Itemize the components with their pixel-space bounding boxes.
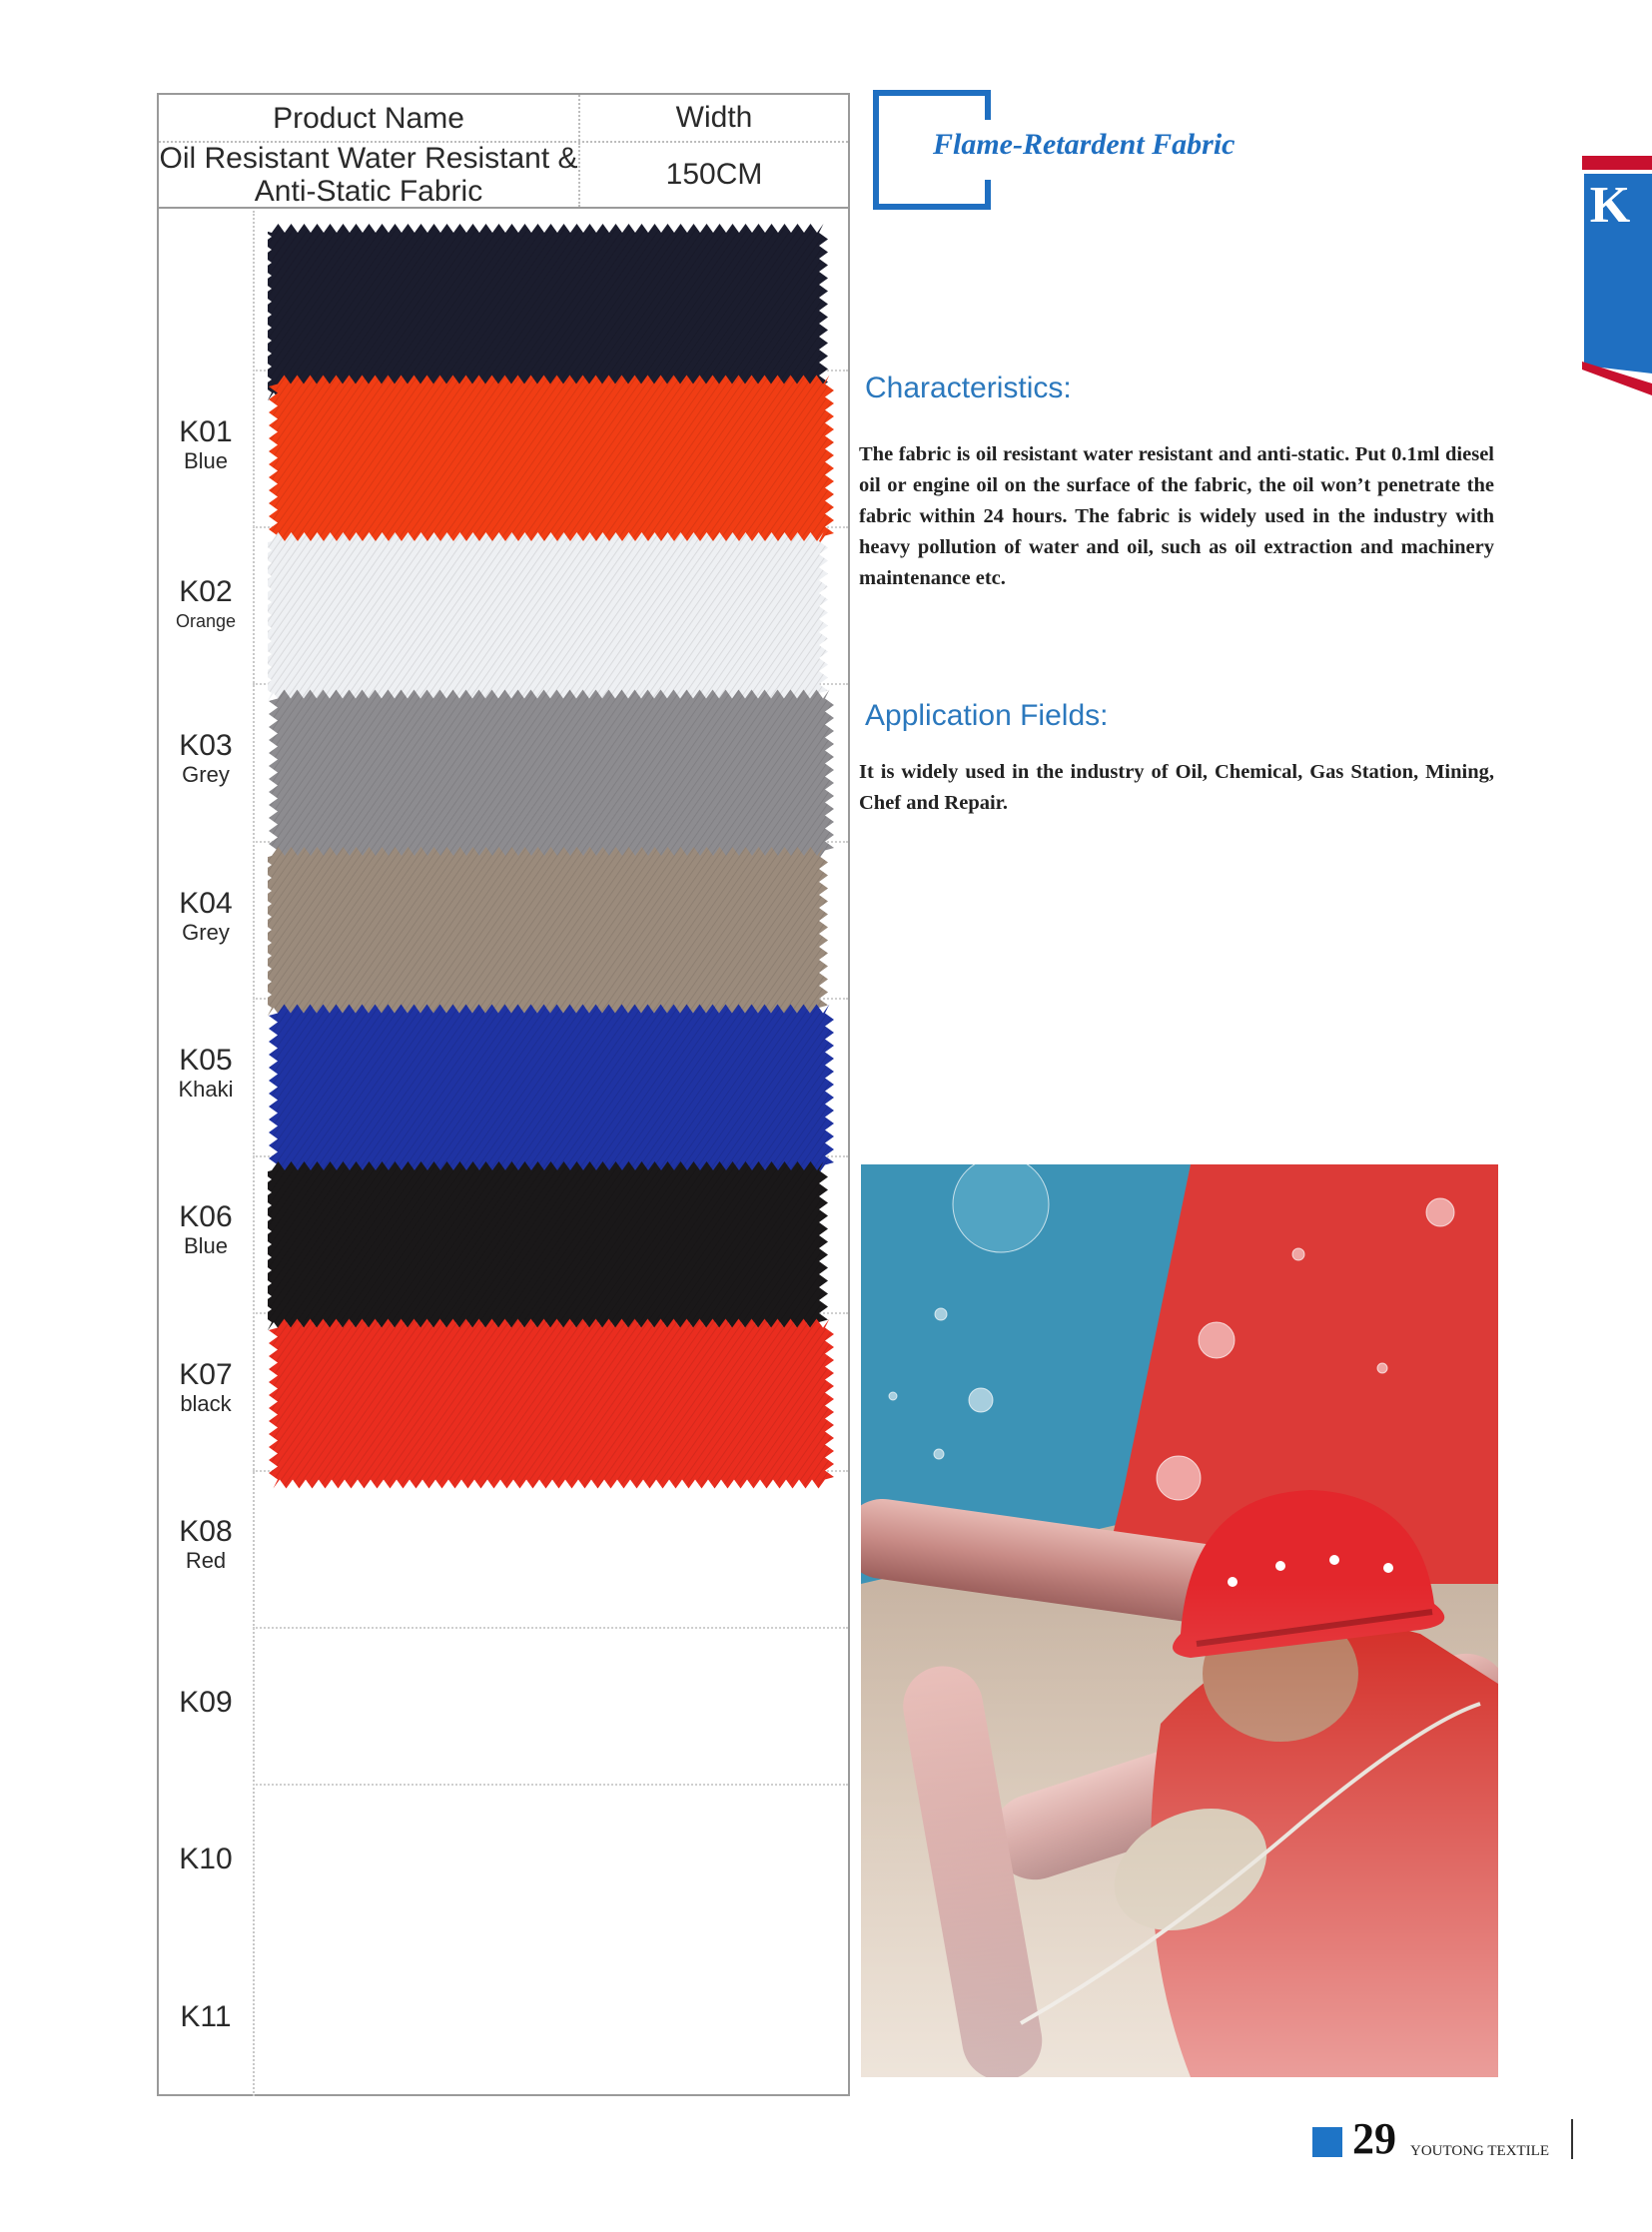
color-code: K11 [180, 2000, 232, 2033]
fabric-texture [269, 1005, 834, 1174]
product-width: 150CM [665, 158, 763, 191]
color-code: K04 [179, 887, 233, 920]
table-row [159, 1359, 253, 1417]
table-row [159, 1045, 253, 1103]
brand-name: YOUTONG TEXTILE [1410, 2143, 1550, 2159]
color-code: K08 [179, 1515, 233, 1548]
color-code: K10 [179, 1843, 233, 1875]
table-row [159, 1516, 253, 1574]
color-name: Blue [183, 1233, 229, 1258]
application-heading: Application Fields: [865, 699, 1109, 732]
color-code: K03 [179, 729, 233, 762]
frame-corner [985, 180, 991, 210]
fabric-texture [269, 690, 834, 860]
product-row [159, 143, 848, 209]
fabric-texture [268, 224, 828, 401]
color-name: Orange [175, 611, 237, 631]
fabric-texture [268, 847, 828, 1017]
section-tab-letter: K [1589, 177, 1631, 234]
color-name: Grey [182, 762, 230, 787]
color-code: K09 [179, 1686, 233, 1719]
color-code: K05 [179, 1044, 233, 1077]
color-code: K01 [179, 415, 233, 448]
product-name: Oil Resistant Water Resistant & Anti-Static Fabric [159, 143, 580, 207]
section-tab [1582, 156, 1652, 395]
characteristics-heading: Characteristics: [865, 372, 1072, 404]
fabric-texture [268, 1161, 828, 1331]
table-row [159, 2001, 253, 2033]
fabric-texture [269, 375, 834, 545]
color-code-column [159, 211, 255, 2096]
table-row [159, 1844, 253, 1875]
table-row [159, 1201, 253, 1259]
table-row [159, 1687, 253, 1719]
color-name: Grey [182, 920, 230, 945]
table-row [159, 888, 253, 946]
fabric-texture [269, 1319, 834, 1489]
header-product-name: Product Name [159, 95, 580, 141]
color-name: Blue [183, 448, 229, 473]
color-code: K02 [179, 575, 233, 608]
fabric-texture [268, 532, 828, 702]
fabric-swatches [268, 224, 835, 1630]
section-title: Flame-Retardent Fabric [933, 128, 1236, 161]
page-number: 29 [1352, 2114, 1396, 2163]
header-width: Width [675, 101, 753, 134]
footer-marker [1312, 2127, 1342, 2157]
oil-worker-photo [861, 1164, 1498, 2077]
color-code: K06 [179, 1200, 233, 1233]
table-row [159, 416, 253, 474]
table-header-row [159, 95, 848, 143]
footer-divider [1571, 2119, 1573, 2159]
table-row [159, 576, 253, 634]
color-name: Red [185, 1548, 227, 1573]
color-name: Khaki [178, 1077, 234, 1102]
application-text: It is widely used in the industry of Oil, Chemical, Gas Station, Mining, Chef and Repair. [859, 761, 1494, 814]
color-name: black [180, 1391, 232, 1416]
frame-corner [985, 90, 991, 120]
color-code: K07 [179, 1358, 233, 1391]
row-divider [253, 1784, 848, 1786]
table-row [159, 730, 253, 788]
characteristics-text: The fabric is oil resistant water resistant and anti-static. Put 0.1ml diesel oil or engine oil on the surface of the fabric, the oil won’t penetrate the fabric within 24 hours. The fabric is widely used in the industry with heavy pollution of water and oil, such as oil extraction and machinery maintenance etc. [859, 443, 1494, 589]
